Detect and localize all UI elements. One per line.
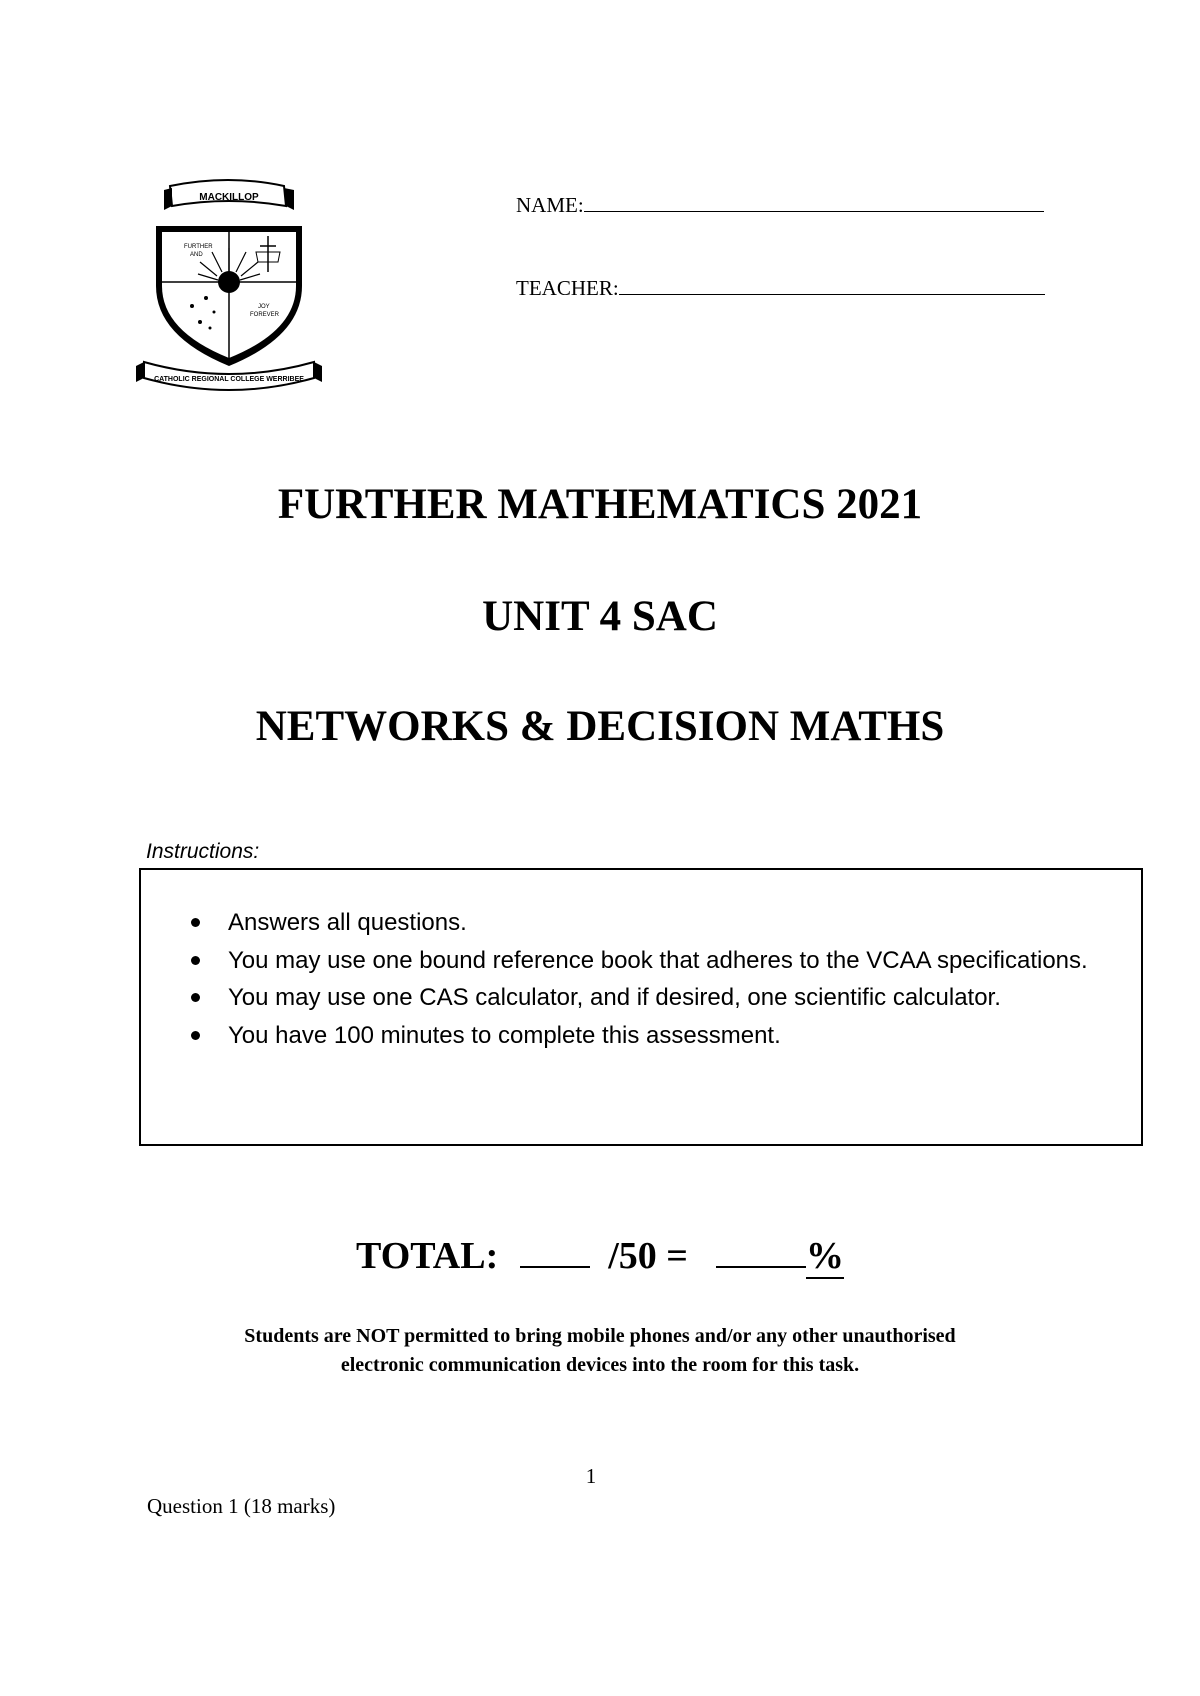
percent-blank[interactable] (716, 1236, 806, 1268)
device-notice (0, 1322, 1200, 1380)
topic-title: NETWORKS & DECISION MATHS (255, 703, 945, 750)
notice-line-1: Students are NOT permitted to bring mobile phones and/or any other unauthorised (244, 1325, 956, 1347)
instructions-label: Instructions: (146, 840, 260, 863)
name-blank-line[interactable] (584, 193, 1044, 212)
question-heading: Question 1 (18 marks) (147, 1494, 336, 1518)
teacher-field[interactable] (516, 276, 1045, 301)
name-field[interactable] (516, 193, 1044, 218)
teacher-blank-line[interactable] (619, 276, 1045, 295)
svg-text:AND: AND (190, 252, 203, 258)
school-crest-logo (134, 176, 324, 392)
main-title: FURTHER MATHEMATICS 2021 (277, 481, 923, 528)
svg-text:CATHOLIC REGIONAL COLLEGE WERR: CATHOLIC REGIONAL COLLEGE WERRIBEE (154, 376, 304, 383)
unit-title: UNIT 4 SAC (482, 593, 718, 640)
total-label: TOTAL: (356, 1235, 499, 1277)
instruction-item: Answers all questions. (189, 904, 1105, 942)
svg-text:FURTHER: FURTHER (184, 244, 213, 250)
score-blank[interactable] (520, 1236, 590, 1268)
teacher-label: TEACHER: (516, 276, 619, 300)
svg-text:JOY: JOY (258, 304, 270, 310)
instructions-list (189, 904, 1105, 1054)
notice-line-2: electronic communication devices into the room for this task. (340, 1354, 860, 1376)
svg-text:FOREVER: FOREVER (250, 312, 280, 318)
total-score-line (0, 1234, 1200, 1278)
name-label: NAME: (516, 193, 584, 217)
instruction-item: You may use one CAS calculator, and if desired, one scientific calculator. (189, 979, 1105, 1017)
percent-sign: % (805, 1235, 844, 1277)
instructions-box (139, 868, 1143, 1146)
instruction-item: You have 100 minutes to complete this assessment. (189, 1017, 1105, 1055)
page-number: 1 (585, 1464, 597, 1488)
instruction-item: You may use one bound reference book that adheres to the VCAA specifications. (189, 942, 1105, 980)
svg-text:MACKILLOP: MACKILLOP (199, 192, 259, 203)
total-out-of: /50 = (608, 1235, 688, 1277)
